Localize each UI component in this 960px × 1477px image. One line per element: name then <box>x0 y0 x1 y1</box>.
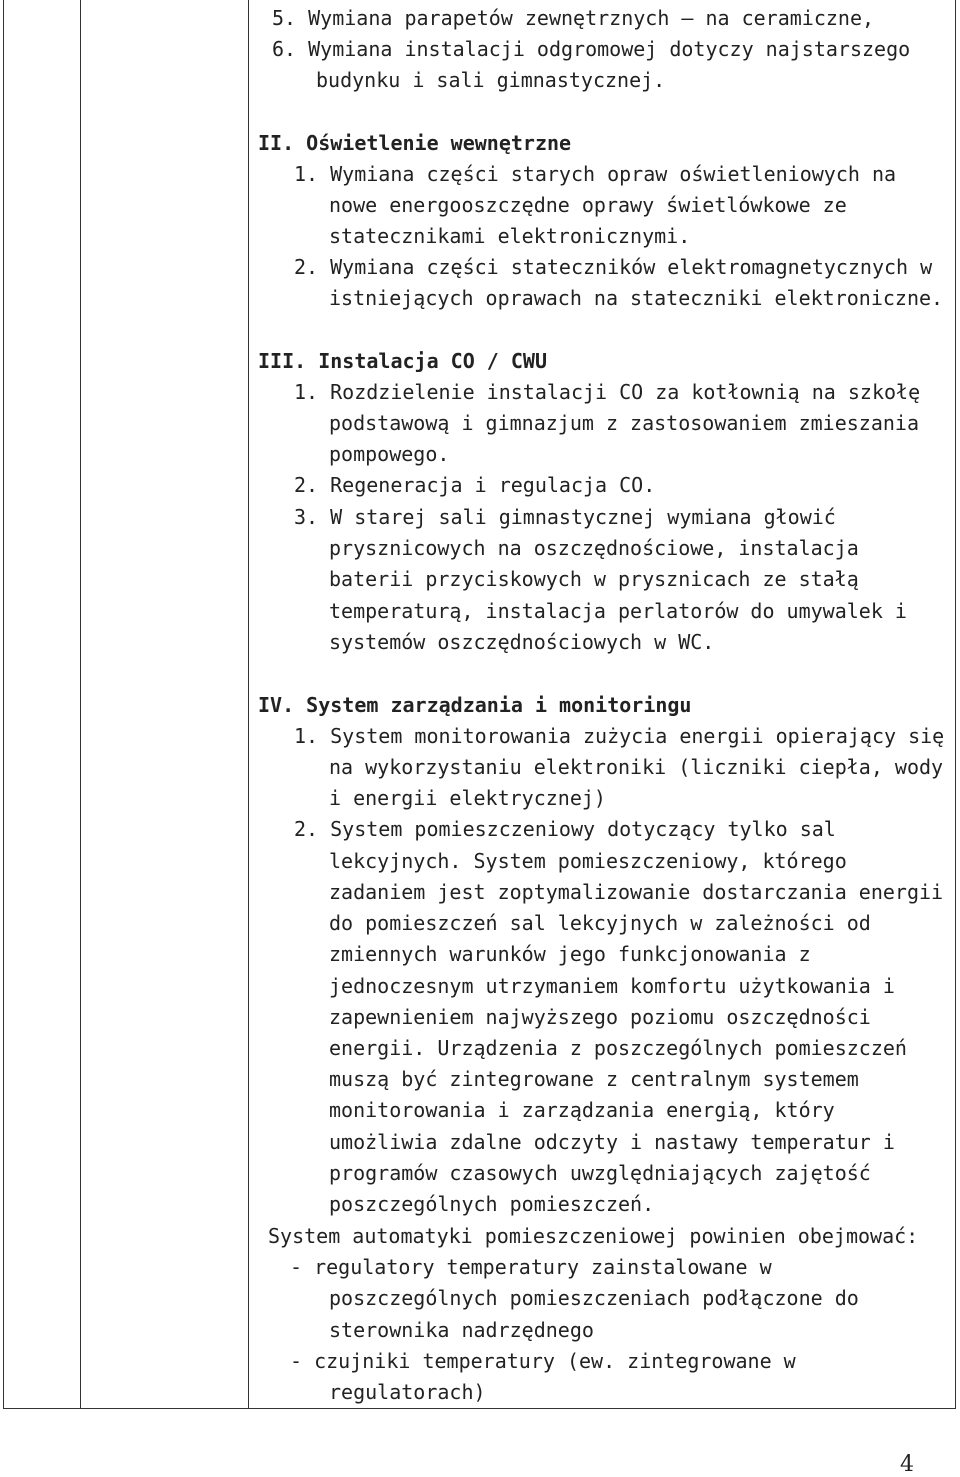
table-column-divider <box>248 0 249 1409</box>
page-number: 4 <box>900 1452 914 1477</box>
document-page: 5. Wymiana parapetów zewnętrznych – na ceramiczne, 6. Wymiana instalacji odgromowej dotyczy najstarszego budynku i sali gimnastycznej. II. Oświetlenie wewnętrzne 1. Wymiana części starych opraw oświetleniowych na nowe energooszczędne oprawy świetlówkowe ze statecznikami elektronicznymi. 2. Wymiana części stateczników elektromagnetycznych w istniejących oprawach na stateczniki elektroniczne. III. Instalacja CO / CWU 1. Rozdzielenie instalacji CO za kotłownią na szkołę podstawową i gimnazjum z zastosowaniem zmieszania pompowego. 2. Regeneracja i regulacja CO. 3. W starej sali gimnastycznej wymiana głowić prysznicowych na oszczędnościowe, instalacja baterii przyciskowych w prysznicach ze stałą temperaturą, instalacja perlatorów do umywalek i systemów oszczędnościowych w WC. IV. System zarządzania i monitoringu 1. System monitorowania zużycia energii opierający się na wykorzystaniu elektroniki (liczniki ciepła, wody i energii elektrycznej) 2. System pomieszczeniowy dotyczący tylko sal lekcyjnych. System pomieszczeniowy, którego zadaniem jest zoptymalizowanie dostarczania energii do pomieszczeń sal lekcyjnych w zależności od zmiennych warunków jego funkcjonowania z jednoczesnym utrzymaniem komfortu użytkowania i zapewnieniem najwyższego poziomu oszczędności energii. Urządzenia z poszczególnych pomieszczeń muszą być zintegrowane z centralnym systemem monitorowania i zarządzania energią, który umożliwia zdalne odczyty i nastawy temperatur i programów czasowych uwzględniających zajętość poszczególnych pomieszczeń. System automatyki pomieszczeniowej powinien obejmować: - regulatory temperatury zainstalowane w poszczególnych pomieszczeniach podłączone do sterownika nadrzędnego - czujniki temperatury (ew. zintegrowane w regulatorach) 4 <box>0 0 960 1477</box>
table-column-divider <box>80 0 81 1409</box>
